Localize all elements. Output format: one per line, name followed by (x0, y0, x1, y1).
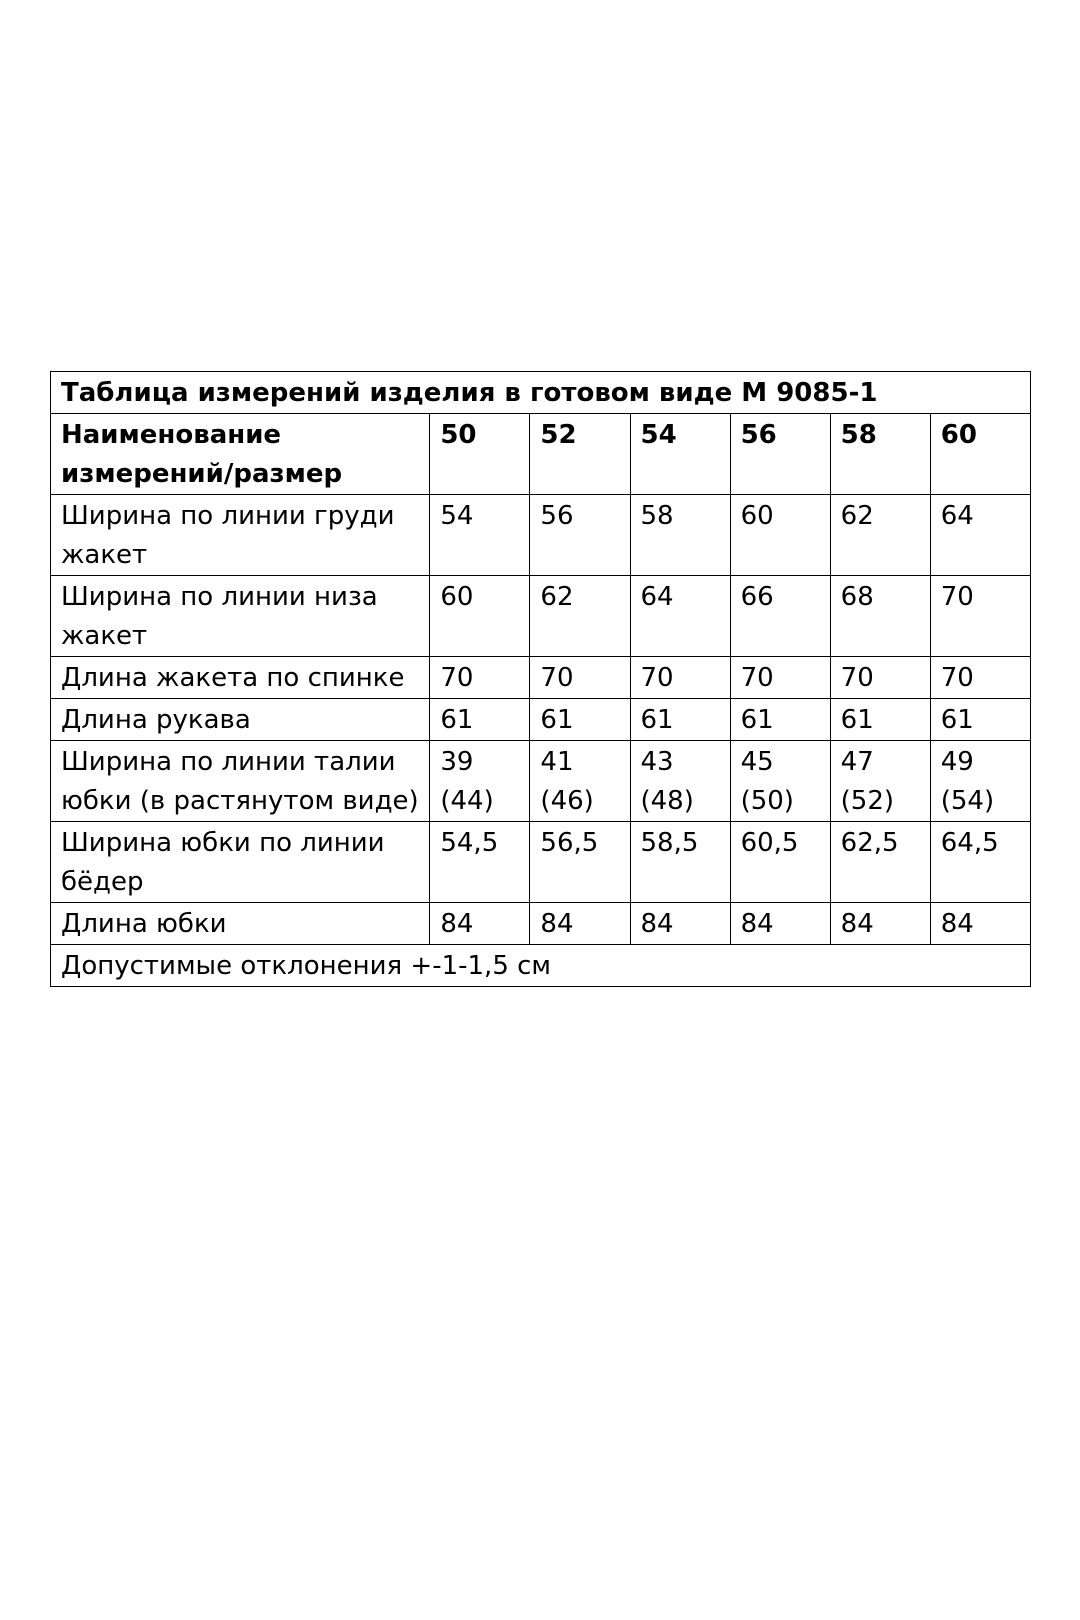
measurement-value-text: 61 (840, 705, 874, 735)
size-measurement-table (50, 371, 1031, 987)
header-size-cell: 50 (430, 414, 530, 495)
measurement-name-text: жакет (61, 621, 148, 651)
measurement-name-cell (51, 576, 430, 657)
measurement-value-cell (430, 903, 530, 945)
measurement-value-text: 68 (840, 582, 874, 612)
measurement-value-text: 61 (440, 705, 474, 735)
table-row (51, 657, 1031, 699)
measurement-name-cell (51, 903, 430, 945)
measurement-value-cell (730, 657, 830, 699)
measurement-value-text: 84 (940, 909, 974, 939)
header-size-cell: 54 (630, 414, 730, 495)
header-name-cell (51, 414, 430, 495)
table-row (51, 576, 1031, 657)
measurement-value-text: 62,5 (840, 828, 899, 858)
header-row (51, 414, 1031, 495)
measurement-value-text: 39 (440, 747, 474, 777)
measurement-value-text: 60,5 (740, 828, 799, 858)
measurement-value-cell (630, 822, 730, 903)
measurement-value-text: 84 (640, 909, 674, 939)
measurement-value-text: 61 (540, 705, 574, 735)
table-row (51, 903, 1031, 945)
measurement-value-cell (830, 657, 930, 699)
measurement-value-text: 70 (940, 663, 974, 693)
measurement-value-text: 84 (740, 909, 774, 939)
measurement-value-text: 58 (640, 501, 674, 531)
header-size-cell: 52 (530, 414, 630, 495)
measurement-value-text: 70 (940, 582, 974, 612)
measurement-value-text: (44) (440, 786, 494, 816)
measurement-name-cell (51, 699, 430, 741)
table-title: Таблица измерений изделия в готовом виде М 9085-1 (51, 372, 1031, 414)
measurement-name-cell (51, 822, 430, 903)
measurement-value-cell (630, 576, 730, 657)
header-name-line1: Наименование (61, 420, 282, 450)
header-name-line2: измерений/размер (61, 459, 343, 489)
measurement-value-text: (52) (840, 786, 895, 816)
measurement-value-text: 45 (740, 747, 774, 777)
measurement-value-cell (730, 741, 830, 822)
measurement-value-text: 70 (640, 663, 674, 693)
measurement-value-cell (530, 903, 630, 945)
measurement-value-text: 70 (840, 663, 874, 693)
measurement-name-text: Ширина по линии талии (61, 747, 396, 777)
tolerance-note: Допустимые отклонения +-1-1,5 см (51, 945, 1031, 987)
measurement-value-text: 64,5 (940, 828, 999, 858)
measurement-value-cell (930, 657, 1030, 699)
table-row (51, 741, 1031, 822)
measurement-value-cell (730, 699, 830, 741)
measurement-value-cell (430, 576, 530, 657)
measurement-value-cell (530, 822, 630, 903)
measurement-name-text: Длина жакета по спинке (61, 663, 405, 693)
measurement-value-text: 41 (540, 747, 574, 777)
measurement-value-text: 56,5 (540, 828, 599, 858)
measurement-value-text: 54 (440, 501, 474, 531)
header-size-cell: 60 (930, 414, 1030, 495)
measurement-value-text: 62 (540, 582, 574, 612)
measurement-value-cell (430, 822, 530, 903)
measurement-value-text: 70 (440, 663, 474, 693)
measurement-value-cell (630, 657, 730, 699)
measurement-value-cell (830, 576, 930, 657)
measurement-value-cell (830, 495, 930, 576)
measurement-value-cell (830, 822, 930, 903)
measurement-value-text: 56 (540, 501, 574, 531)
measurement-value-text: 47 (840, 747, 874, 777)
measurement-value-text: 84 (840, 909, 874, 939)
measurement-value-cell (530, 699, 630, 741)
measurement-value-text: 70 (540, 663, 574, 693)
measurement-name-cell (51, 741, 430, 822)
measurement-value-text: 64 (640, 582, 674, 612)
measurement-name-cell (51, 657, 430, 699)
measurement-value-cell (830, 741, 930, 822)
measurement-value-text: 66 (740, 582, 774, 612)
measurement-value-cell (930, 741, 1030, 822)
measurement-value-cell (530, 657, 630, 699)
measurement-value-text: (50) (740, 786, 794, 816)
measurement-value-text: 61 (640, 705, 674, 735)
measurement-value-cell (630, 741, 730, 822)
measurement-value-cell (930, 822, 1030, 903)
measurement-value-cell (430, 657, 530, 699)
measurement-value-text: 84 (540, 909, 574, 939)
table-row (51, 699, 1031, 741)
measurement-value-text: 43 (640, 747, 674, 777)
measurement-value-cell (730, 903, 830, 945)
table-row (51, 495, 1031, 576)
measurement-value-cell (630, 903, 730, 945)
measurement-value-cell (930, 495, 1030, 576)
measurement-value-text: 61 (940, 705, 974, 735)
measurement-value-text: 64 (940, 501, 974, 531)
measurement-name-text: Длина юбки (61, 909, 227, 939)
measurement-value-text: (46) (540, 786, 594, 816)
measurement-value-text: 60 (740, 501, 774, 531)
measurement-value-text: 61 (740, 705, 774, 735)
header-size-cell: 58 (830, 414, 930, 495)
measurement-name-text: жакет (61, 540, 148, 570)
measurement-name-cell (51, 495, 430, 576)
measurement-value-text: (54) (940, 786, 995, 816)
table-body (51, 372, 1031, 945)
measurement-value-cell (430, 495, 530, 576)
measurement-value-text: 54,5 (440, 828, 499, 858)
table-row (51, 822, 1031, 903)
header-size-cell: 56 (730, 414, 830, 495)
measurement-value-cell (430, 699, 530, 741)
measurement-name-text: юбки (в растянутом виде) (61, 786, 419, 816)
measurement-value-cell (530, 741, 630, 822)
measurement-value-cell (630, 495, 730, 576)
measurement-value-text: 49 (940, 747, 974, 777)
measurement-value-text: 62 (840, 501, 874, 531)
measurement-value-cell (630, 699, 730, 741)
measurement-value-text: (48) (640, 786, 694, 816)
measurement-value-cell (730, 822, 830, 903)
measurement-value-cell (830, 699, 930, 741)
footer-row (51, 945, 1031, 987)
measurement-name-text: Длина рукава (61, 705, 251, 735)
measurement-name-text: Ширина юбки по линии (61, 828, 385, 858)
measurement-value-cell (830, 903, 930, 945)
measurement-value-text: 84 (440, 909, 474, 939)
measurement-value-text: 70 (740, 663, 774, 693)
measurement-value-cell (430, 741, 530, 822)
measurement-value-cell (930, 699, 1030, 741)
measurement-name-text: бёдер (61, 867, 144, 897)
measurement-value-cell (730, 495, 830, 576)
measurement-value-cell (530, 495, 630, 576)
measurement-value-cell (530, 576, 630, 657)
measurement-value-text: 58,5 (640, 828, 699, 858)
measurement-value-cell (730, 576, 830, 657)
measurement-value-cell (930, 903, 1030, 945)
title-row (51, 372, 1031, 414)
measurement-name-text: Ширина по линии груди (61, 501, 395, 531)
measurement-value-cell (930, 576, 1030, 657)
measurement-name-text: Ширина по линии низа (61, 582, 378, 612)
measurement-value-text: 60 (440, 582, 474, 612)
